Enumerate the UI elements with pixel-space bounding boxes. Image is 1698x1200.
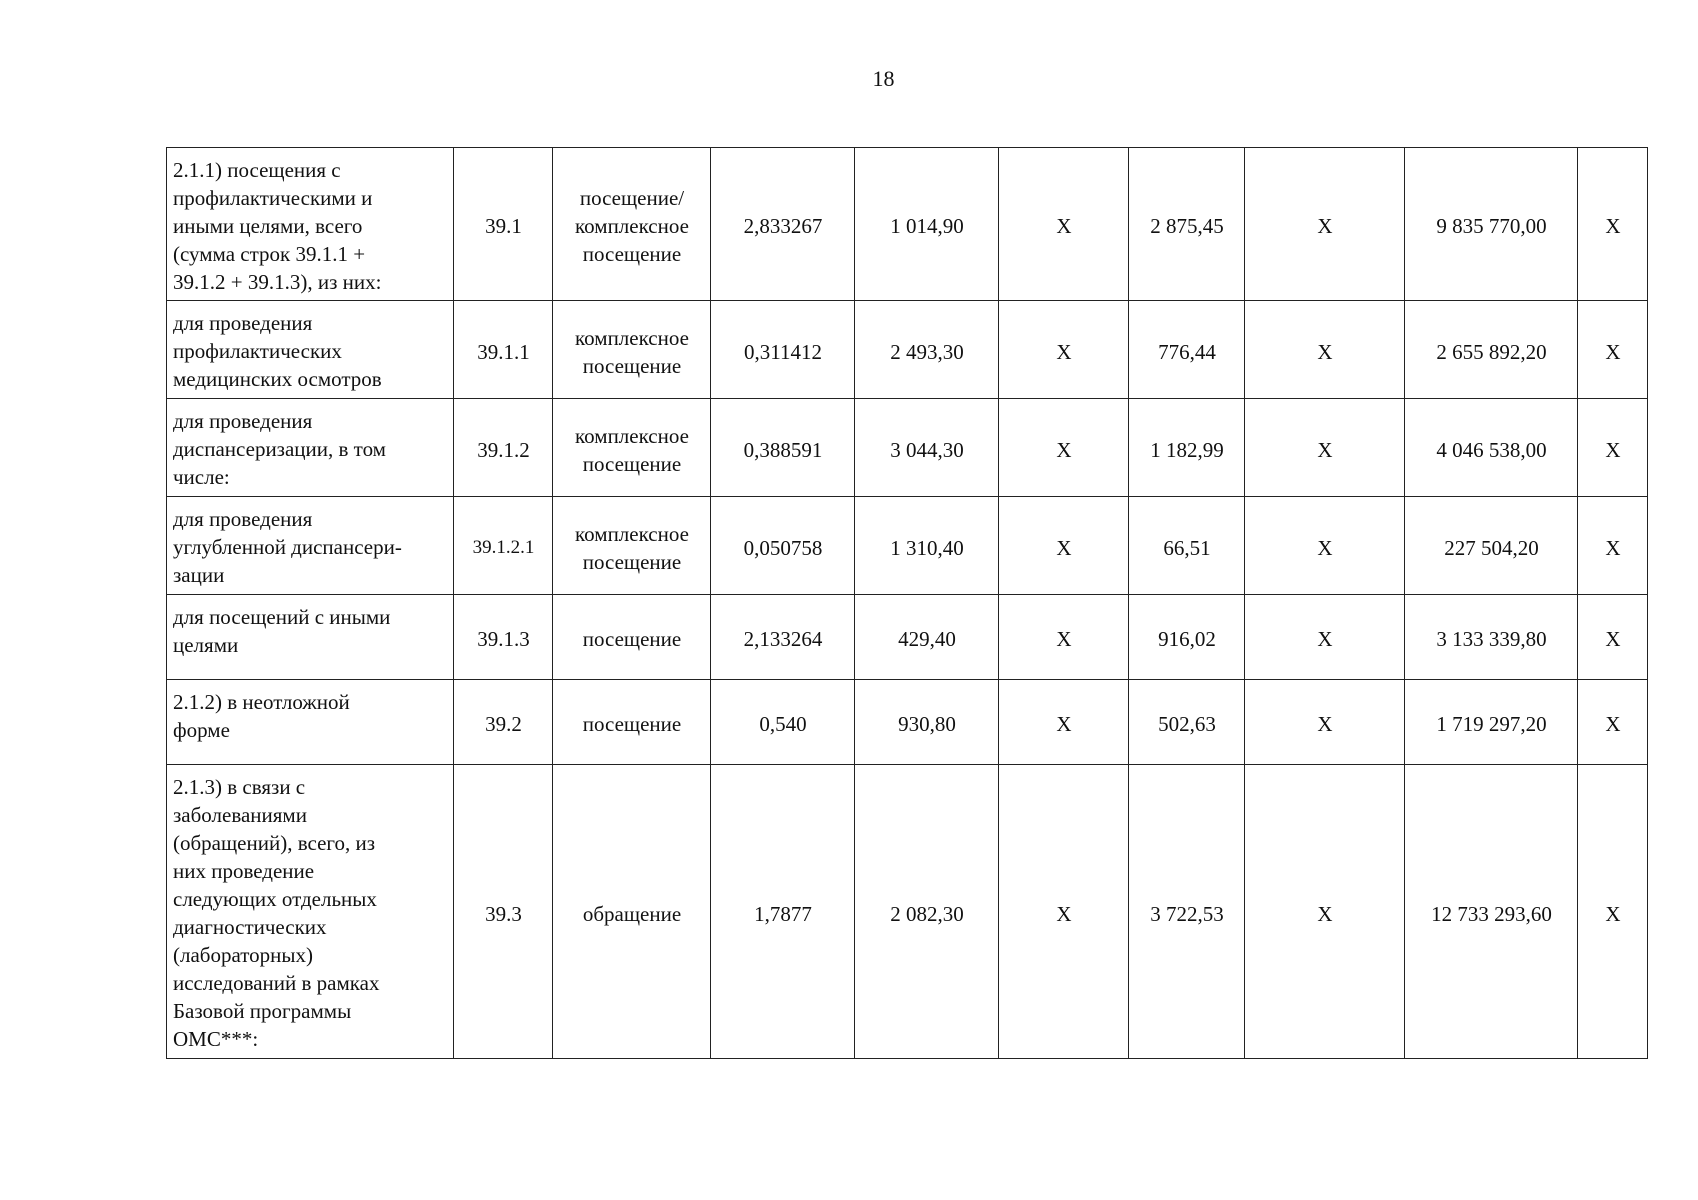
cell-text: X [1056, 901, 1072, 926]
row-total-cell [1405, 301, 1578, 399]
row-code-cell [454, 765, 553, 1059]
row-x-cell [1578, 595, 1648, 680]
cell-text: X [1605, 214, 1621, 238]
row-cost-cell [855, 399, 999, 497]
cell-text: для проведения диспансеризации, в том числе: [173, 409, 386, 489]
row-code-cell [454, 148, 553, 301]
row-cost-cell [855, 301, 999, 399]
cell-text: 3 044,30 [890, 437, 964, 462]
cell-text: 2,133264 [743, 627, 823, 651]
cell-text: X [1056, 712, 1072, 736]
row-cost-cell [855, 497, 999, 595]
cell-text: X [1056, 214, 1072, 238]
row-total-cell [1405, 497, 1578, 595]
cell-text: посещение/ комплексное посещение [575, 186, 689, 266]
cell-text: 916,02 [1158, 627, 1216, 651]
row-name-cell [167, 301, 454, 399]
cell-text: X [1317, 712, 1333, 736]
cell-text: 1 182,99 [1150, 437, 1224, 462]
cell-text: X [1605, 627, 1621, 651]
row-x-cell [1578, 680, 1648, 765]
cell-text: 2 082,30 [890, 901, 964, 926]
row-x-cell [1245, 497, 1405, 595]
table-row [167, 765, 1648, 1059]
row-percapita-cell [1129, 765, 1245, 1059]
row-x-cell [999, 497, 1129, 595]
table-row [167, 595, 1648, 680]
cell-text: X [1056, 437, 1072, 462]
row-norm-cell [711, 399, 855, 497]
row-cost-cell [855, 680, 999, 765]
row-norm-cell [711, 680, 855, 765]
cell-text: 502,63 [1158, 712, 1216, 736]
cell-text: X [1317, 339, 1333, 364]
row-percapita-cell [1129, 399, 1245, 497]
row-norm-cell [711, 148, 855, 301]
row-code-cell [454, 301, 553, 399]
row-x-cell [999, 595, 1129, 680]
cell-text: 930,80 [898, 712, 956, 736]
cell-text: посещение [582, 712, 682, 736]
row-x-cell [999, 680, 1129, 765]
row-name-cell [167, 680, 454, 765]
cell-text: X [1605, 437, 1621, 462]
cell-text: X [1317, 901, 1333, 926]
row-name-cell [167, 148, 454, 301]
row-unit-cell [553, 680, 711, 765]
row-percapita-cell [1129, 148, 1245, 301]
cell-text: X [1317, 437, 1333, 462]
cell-text: 0,050758 [743, 535, 823, 560]
row-unit-cell [553, 497, 711, 595]
cell-text: 3 722,53 [1150, 901, 1224, 926]
row-code-cell [454, 399, 553, 497]
row-unit-cell [553, 301, 711, 399]
row-total-cell [1405, 765, 1578, 1059]
row-code-cell [454, 497, 553, 595]
cell-text: X [1056, 627, 1072, 651]
cell-text: 2 655 892,20 [1436, 339, 1547, 364]
row-percapita-cell [1129, 301, 1245, 399]
data-table [166, 147, 1648, 1059]
row-percapita-cell [1129, 595, 1245, 680]
cell-text: 39.1.3 [477, 627, 530, 651]
cell-text: 39.1.2.1 [472, 536, 535, 558]
cell-text: X [1605, 339, 1621, 364]
cell-text: 1 719 297,20 [1436, 712, 1547, 736]
cell-text: 39.1.1 [477, 339, 530, 364]
table-body [167, 148, 1648, 1059]
table-row [167, 148, 1648, 301]
row-x-cell [1578, 148, 1648, 301]
table-row [167, 399, 1648, 497]
cell-text: посещение [582, 627, 682, 651]
row-cost-cell [855, 148, 999, 301]
row-total-cell [1405, 595, 1578, 680]
row-x-cell [1245, 765, 1405, 1059]
cell-text: 1 310,40 [890, 535, 964, 560]
cell-text: X [1317, 214, 1333, 238]
row-code-cell [454, 680, 553, 765]
row-x-cell [999, 148, 1129, 301]
row-norm-cell [711, 301, 855, 399]
cell-text: 4 046 538,00 [1436, 437, 1547, 462]
cell-text: 2.1.1) посещения с профилактическими и иными целями, всего (сумма строк 39.1.1 + 39.1.2 + 39.1.3), из них: [173, 158, 382, 294]
row-unit-cell [553, 399, 711, 497]
cell-text: 1,7877 [754, 901, 812, 926]
cell-text: 2,833267 [743, 214, 823, 238]
cell-text: 776,44 [1158, 339, 1216, 364]
cell-text: для проведения профилактических медицинских осмотров [173, 311, 382, 391]
row-cost-cell [855, 765, 999, 1059]
cell-text: 66,51 [1163, 535, 1211, 560]
cell-text: 3 133 339,80 [1436, 627, 1547, 651]
row-x-cell [999, 399, 1129, 497]
row-total-cell [1405, 148, 1578, 301]
row-x-cell [999, 765, 1129, 1059]
cell-text: 39.2 [485, 712, 522, 736]
row-name-cell [167, 497, 454, 595]
cell-text: X [1317, 535, 1333, 560]
page-number: 18 [872, 66, 895, 91]
cell-text: 0,540 [759, 712, 807, 736]
row-x-cell [1245, 399, 1405, 497]
row-total-cell [1405, 680, 1578, 765]
table-row [167, 497, 1648, 595]
row-norm-cell [711, 595, 855, 680]
cell-text: X [1605, 535, 1621, 560]
cell-text: 429,40 [898, 627, 956, 651]
cell-text: 39.1.2 [477, 437, 530, 462]
row-x-cell [1245, 595, 1405, 680]
cell-text: 9 835 770,00 [1436, 214, 1547, 238]
row-x-cell [1578, 497, 1648, 595]
cell-text: для посещений с иными целями [173, 605, 391, 657]
cell-text: комплексное посещение [575, 521, 689, 574]
row-name-cell [167, 595, 454, 680]
cell-text: 2.1.3) в связи с заболеваниями (обращений), всего, из них проведение следующих отдельных диагностических (лабораторных) исследований в рамках Базовой программы ОМС***: [173, 775, 380, 1051]
table-row [167, 301, 1648, 399]
cell-text: 1 014,90 [890, 214, 964, 238]
cell-text: 2 493,30 [890, 339, 964, 364]
row-cost-cell [855, 595, 999, 680]
cell-text: для проведения углубленной диспансери- зации [173, 507, 402, 587]
row-percapita-cell [1129, 680, 1245, 765]
cell-text: 0,311412 [744, 339, 822, 364]
row-name-cell [167, 765, 454, 1059]
cell-text: 39.3 [485, 901, 522, 926]
cell-text: X [1056, 535, 1072, 560]
cell-text: обращение [582, 901, 682, 926]
row-x-cell [1578, 301, 1648, 399]
row-unit-cell [553, 148, 711, 301]
row-code-cell [454, 595, 553, 680]
row-x-cell [1578, 765, 1648, 1059]
row-norm-cell [711, 765, 855, 1059]
row-unit-cell [553, 595, 711, 680]
cell-text: 227 504,20 [1444, 535, 1539, 560]
cell-text: 0,388591 [743, 437, 823, 462]
row-x-cell [1245, 148, 1405, 301]
row-percapita-cell [1129, 497, 1245, 595]
cell-text: 2.1.2) в неотложной форме [173, 690, 350, 742]
row-x-cell [1245, 301, 1405, 399]
cell-text: X [1056, 339, 1072, 364]
cell-text: X [1317, 627, 1333, 651]
row-x-cell [999, 301, 1129, 399]
cell-text: X [1605, 901, 1621, 926]
row-x-cell [1245, 680, 1405, 765]
row-norm-cell [711, 497, 855, 595]
row-x-cell [1578, 399, 1648, 497]
cell-text: X [1605, 712, 1621, 736]
row-name-cell [167, 399, 454, 497]
cell-text: 2 875,45 [1150, 214, 1224, 238]
cell-text: комплексное посещение [575, 423, 689, 476]
row-total-cell [1405, 399, 1578, 497]
row-unit-cell [553, 765, 711, 1059]
cell-text: комплексное посещение [575, 325, 689, 378]
cell-text: 39.1 [485, 214, 522, 238]
table-row [167, 680, 1648, 765]
cell-text: 12 733 293,60 [1431, 901, 1552, 926]
